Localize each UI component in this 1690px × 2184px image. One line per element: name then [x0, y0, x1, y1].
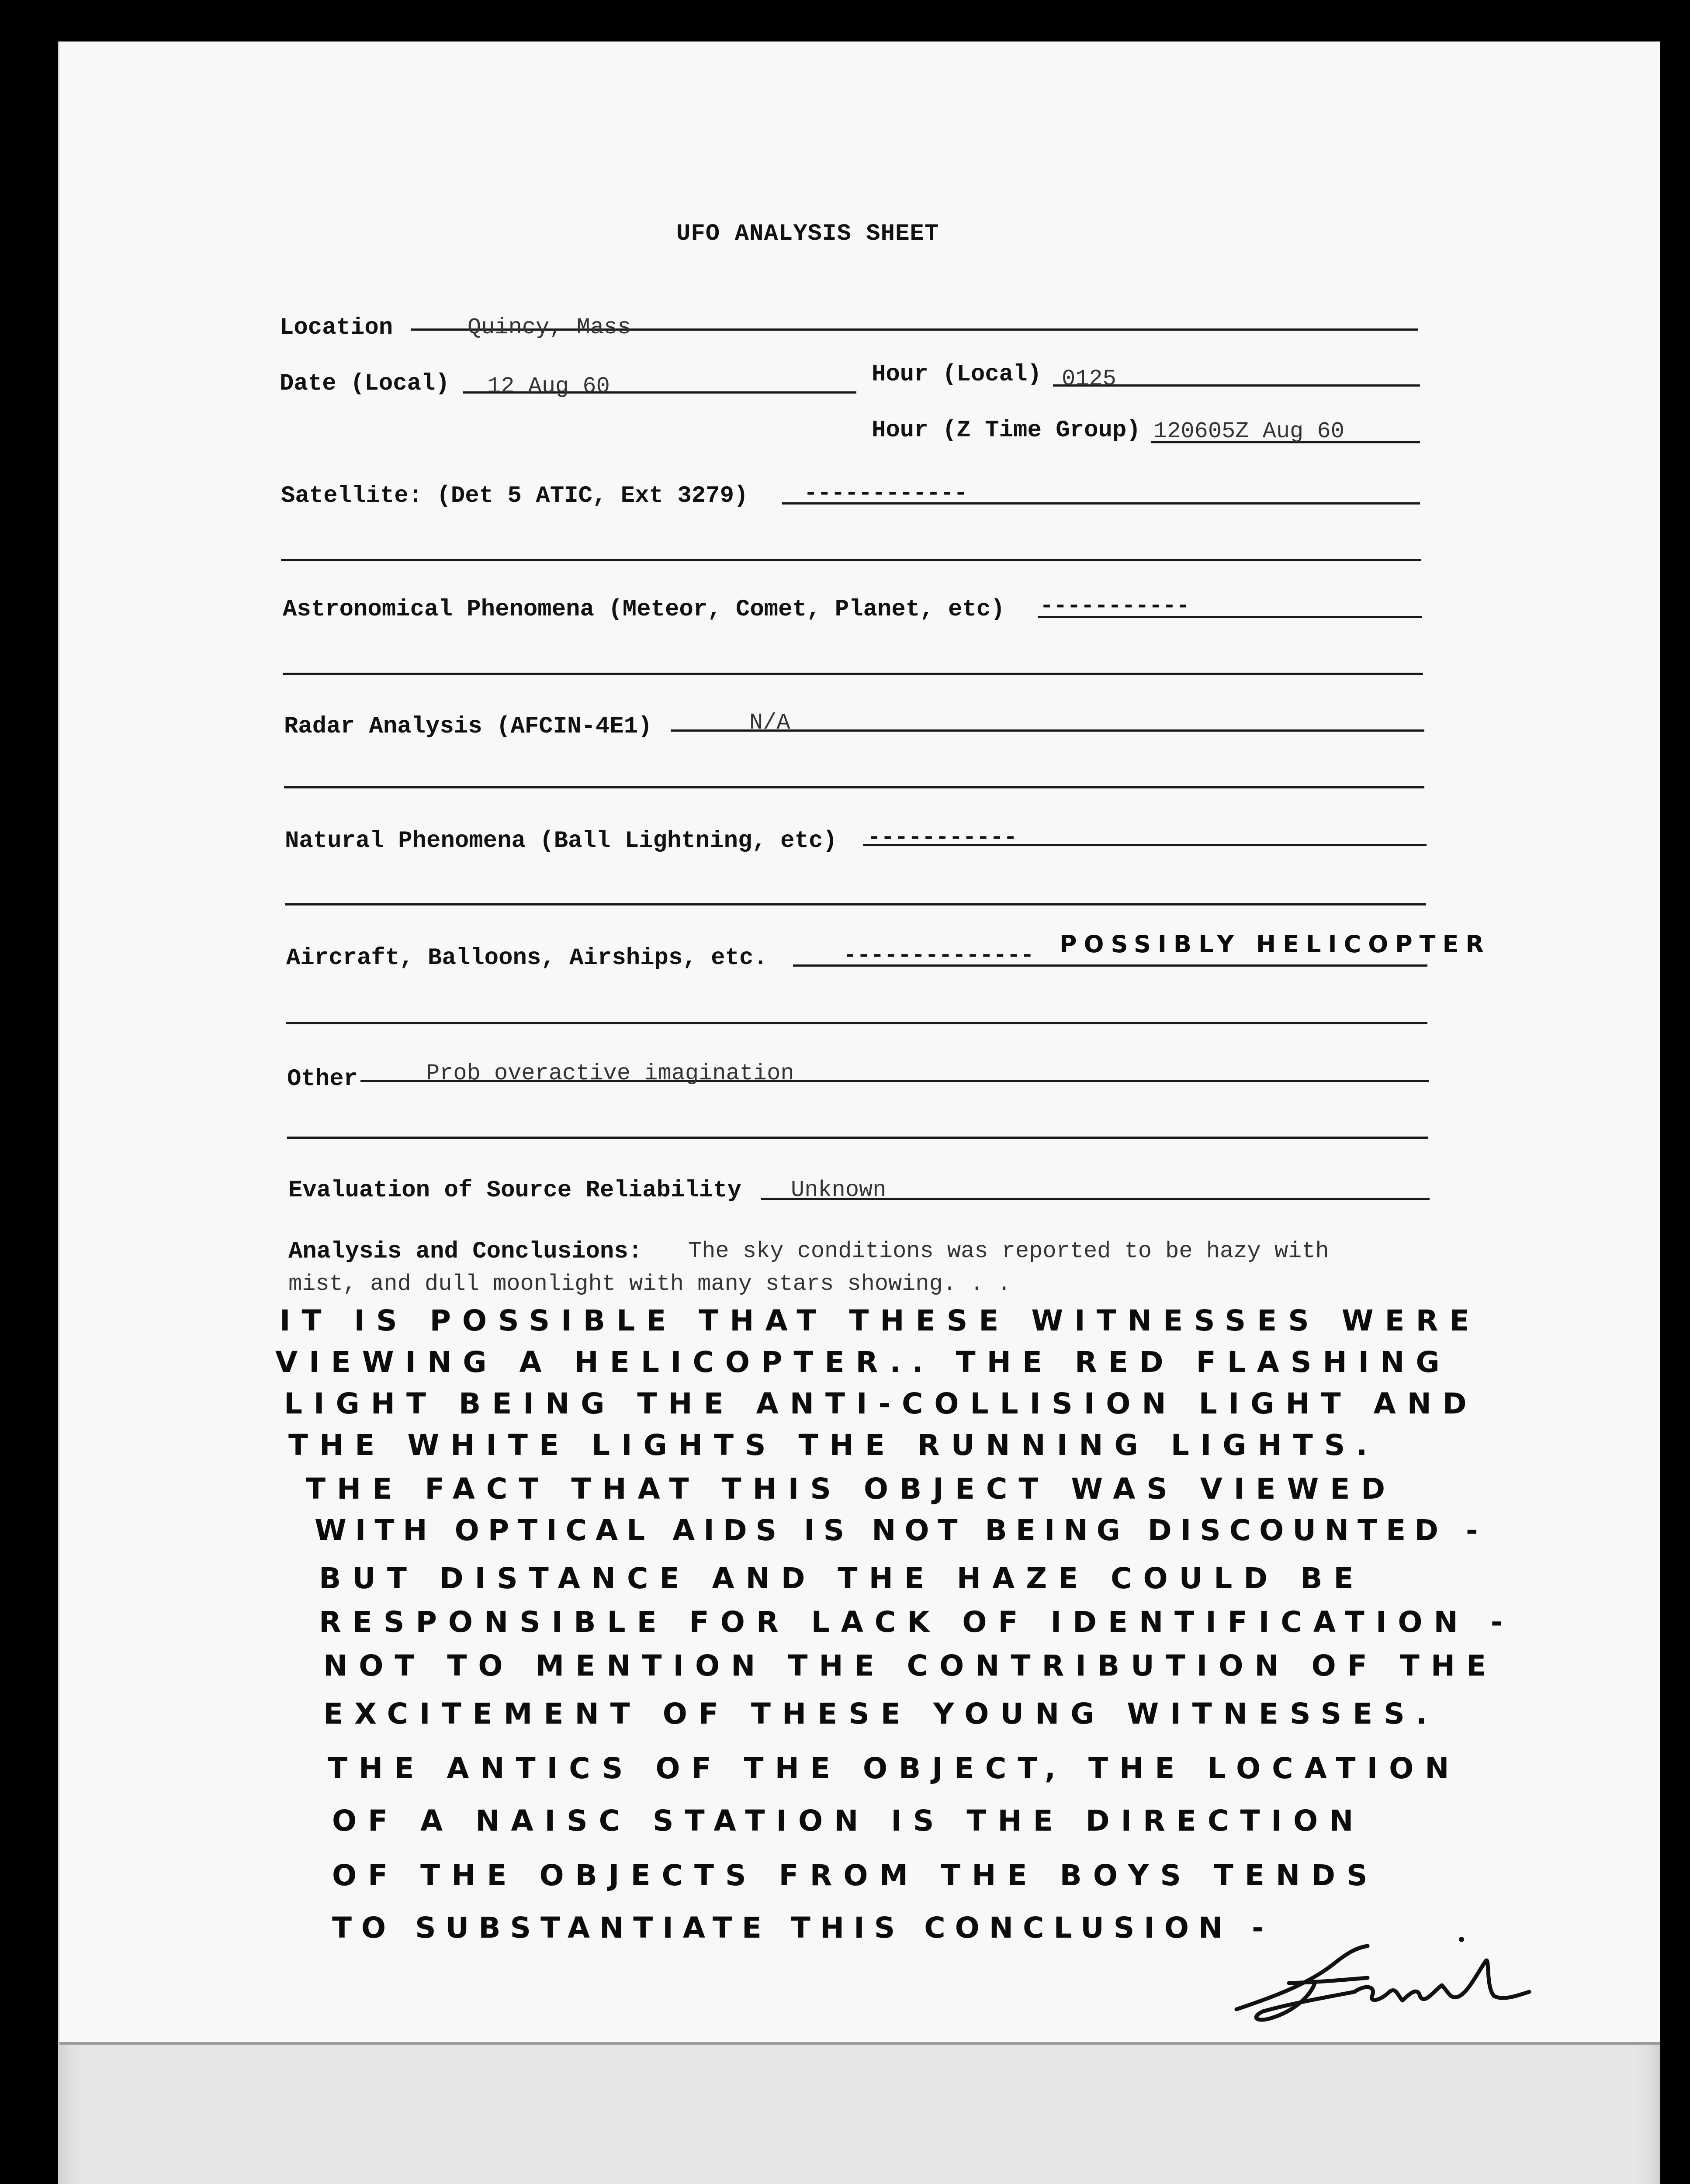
location-value: Quincy, Mass [468, 314, 631, 340]
date-label: Date (Local) [280, 370, 450, 397]
reliability-label: Evaluation of Source Reliability [288, 1177, 741, 1204]
aircraft-dashes: -------------- [843, 943, 1034, 968]
handwritten-line: BUT DISTANCE AND THE HAZE COULD BE [319, 1562, 1365, 1595]
radar-label: Radar Analysis (AFCIN-4E1) [284, 713, 652, 740]
hour-local-value: 0125 [1062, 366, 1116, 392]
handwritten-line: THE FACT THAT THIS OBJECT WAS VIEWED [306, 1472, 1397, 1506]
handwritten-line: THE ANTICS OF THE OBJECT, THE LOCATION [328, 1752, 1461, 1785]
handwritten-line: LIGHT BEING THE ANTI-COLLISION LIGHT AND [284, 1387, 1478, 1420]
hour-z-label: Hour (Z Time Group) [872, 417, 1141, 444]
handwritten-line: WITH OPTICAL AIDS IS NOT BEING DISCOUNTED - [315, 1514, 1487, 1547]
radar-value: N/A [749, 710, 790, 736]
satellite-value: ------------ [804, 480, 968, 506]
aircraft-label: Aircraft, Balloons, Airships, etc. [286, 945, 768, 971]
analysis-label: Analysis and Conclusions: [288, 1238, 643, 1265]
natural-blank-line [285, 903, 1426, 905]
radar-blank-line [284, 786, 1424, 788]
astronomical-label: Astronomical Phenomena (Meteor, Comet, Planet, etc) [283, 596, 1005, 623]
handwritten-line: VIEWING A HELICOPTER.. THE RED FLASHING [275, 1345, 1451, 1379]
astronomical-blank-line [283, 673, 1423, 675]
handwritten-line: NOT TO MENTION THE CONTRIBUTION OF THE [323, 1649, 1498, 1683]
reliability-value: Unknown [791, 1177, 887, 1203]
hour-z-value: 120605Z Aug 60 [1153, 418, 1344, 444]
handwritten-line: THE WHITE LIGHTS THE RUNNING LIGHTS. [288, 1428, 1379, 1462]
handwritten-line: EXCITEMENT OF THESE YOUNG WITNESSES. [323, 1697, 1438, 1731]
aircraft-blank-line [286, 1022, 1427, 1024]
other-label: Other [287, 1066, 358, 1092]
handwritten-line: OF A NAISC STATION IS THE DIRECTION [332, 1804, 1365, 1838]
handwritten-line: RESPONSIBLE FOR LACK OF IDENTIFICATION - [319, 1605, 1514, 1639]
astronomical-value: ----------- [1040, 593, 1190, 619]
other-value: Prob overactive imagination [426, 1061, 794, 1086]
other-blank-line [287, 1137, 1428, 1139]
location-label: Location [280, 314, 393, 341]
form-title: UFO ANALYSIS SHEET [676, 221, 939, 247]
analysis-typed-line-2: mist, and dull moonlight with many stars showing. . . [288, 1271, 1011, 1297]
natural-label: Natural Phenomena (Ball Lightning, etc) [285, 828, 837, 854]
aircraft-handwritten-value: POSSIBLY HELICOPTER [1060, 930, 1491, 958]
natural-value: ----------- [867, 825, 1018, 850]
handwritten-line: TO SUBSTANTIATE THIS CONCLUSION - [332, 1911, 1274, 1945]
analysis-typed-line-1: The sky conditions was reported to be hazy with [688, 1238, 1329, 1264]
form-paper [59, 41, 1660, 2045]
handwritten-line: IT IS POSSIBLE THAT THESE WITNESSES WERE [280, 1304, 1481, 1337]
handwritten-signature [1223, 1931, 1538, 2035]
satellite-label: Satellite: (Det 5 ATIC, Ext 3279) [281, 483, 748, 509]
handwritten-line: OF THE OBJECTS FROM THE BOYS TENDS [332, 1859, 1379, 1892]
hour-local-label: Hour (Local) [872, 361, 1042, 388]
satellite-blank-line [281, 559, 1421, 561]
date-value: 12 Aug 60 [487, 373, 610, 399]
